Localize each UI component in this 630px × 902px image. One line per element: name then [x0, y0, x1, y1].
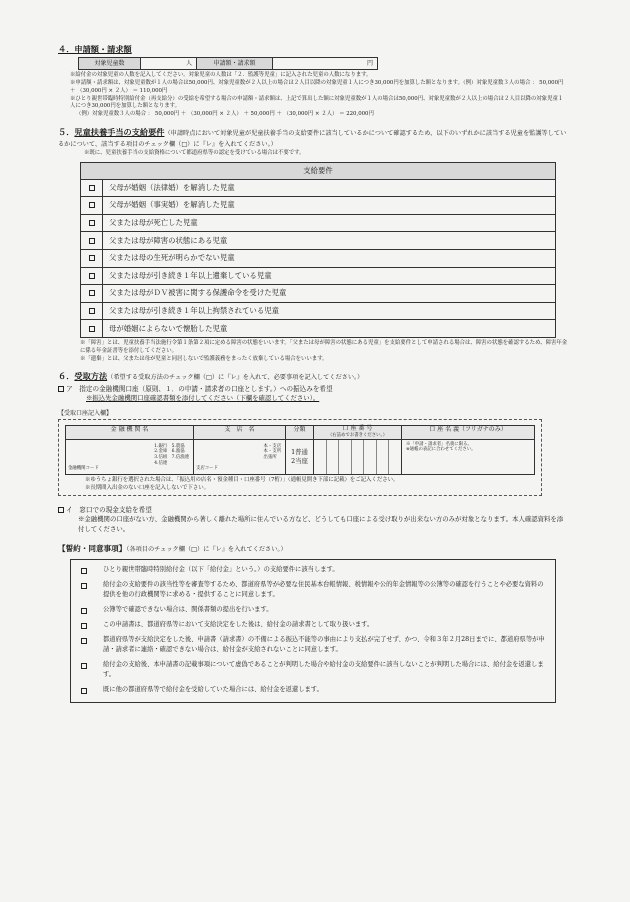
amount-table [78, 57, 378, 70]
option-b-note: ※金融機関の口座がない方、金融機関から著しく離れた場所に住んでいる方など、どうしても口座による受け取りが出来ない方のみが対象となります。本人確認資料を添付してください。 [78, 515, 564, 533]
bank-box-label: 【受取口座記入欄】 [58, 410, 113, 418]
s4-note-4: （例）対象児童数３人の場合 ： 50,000円 ＋ （30,000円 × ２人） ＋ 50,000円 ＋ （30,000円 × ２人） ＝ 220,000円 [76, 111, 374, 118]
requirement-label: 父母が婚姻（事実婚）を解消した児童 [103, 197, 556, 215]
account-kind-field[interactable]: 1普通 2当座 [286, 439, 314, 474]
list-item [71, 578, 555, 603]
section-6-heading: ６．受取方法（希望する受取方法のチェック欄（□）に『レ』を入れて、必要事項を記入してください。） [58, 371, 364, 382]
table-row [81, 302, 556, 320]
oath-text: 都道府県等が支給決定をした後、申請書（請求書）の不備による振込不能等の事由により支払が完了せず、かつ、令和３年２月28日までに、都道府県等が申請・請求者に連絡・確認できない場合は、給付金が支給されないことに同意します。 [103, 636, 545, 654]
checkbox[interactable] [81, 663, 87, 669]
requirement-label: 父または母が死亡した児童 [103, 214, 556, 232]
requirements-header: 支給要件 [81, 162, 556, 179]
checkbox[interactable] [81, 638, 87, 644]
s4-note-2: ※申請額・請求額は、対象児童数が１人の場合は50,000円、対象児童数が２人以上の場合は２人目以降の対象児童１人につき30,000円を加算した額となります。（例）対象児童数３人の場合 ： 50,000円 ＋ （30,000円 × ２人） ＝ 110,000円 [70, 79, 564, 94]
checkbox[interactable] [89, 202, 95, 208]
option-b [58, 506, 568, 515]
oath-text: 給付金の支給要件の該当性等を審査等するため、都道府県等が必要な住民基本台帳情報、税情報や公的年金情報等の公簿等の確認を行うことや必要な資料の提供を他の行政機関等に求める・提供することに同意します。 [103, 580, 544, 598]
checkbox[interactable] [81, 608, 87, 614]
bank-note-1: ※ゆうちょ銀行を選択された場合は、「振込用の店名・預金種目・口座番号（7桁）」（通帳見開き下部に記載）をご記入ください。 [85, 476, 399, 483]
list-item [71, 683, 555, 698]
checkbox[interactable] [89, 273, 95, 279]
checkbox[interactable] [81, 583, 87, 589]
bank-name-field[interactable] [66, 439, 194, 474]
section-4-heading: ４．申請額・請求額 [58, 44, 132, 54]
branch-code-label: 支店コード [196, 465, 218, 471]
option-a-label: ア 指定の金融機関口座（原則、１．の申請・請求者の口座とします。）への振込みを希望 [66, 384, 333, 393]
bank-type-options: 1.銀行 5.農協 2.金庫 6.漁協 3.信組 7.信漁連 4.信連 [154, 443, 189, 466]
checkbox[interactable] [89, 238, 95, 244]
option-a [58, 385, 568, 394]
checkbox[interactable] [89, 220, 95, 226]
bank-account-table [65, 425, 535, 474]
form-page [58, 44, 568, 880]
section-6 [58, 371, 568, 534]
checkbox[interactable] [89, 290, 95, 296]
requirements-table [80, 162, 556, 338]
oath-text: この申請書は、都道府県等において支給決定をした後は、給付金の請求書として取り扱います。 [103, 621, 374, 629]
oath-heading: 【誓約・同意事項】（各項目のチェック欄（□）に『レ』を入れてください。） [58, 544, 287, 554]
table-row [81, 285, 556, 303]
checkbox[interactable] [89, 255, 95, 261]
bank-note-2: ※長期間入出金のない口座を記入しないで下さい。 [85, 484, 209, 491]
requirement-label: 母が婚姻によらないで懐胎した児童 [103, 320, 556, 338]
oath-section [58, 544, 568, 703]
table-row [81, 214, 556, 232]
list-item [71, 633, 555, 658]
account-number-field[interactable] [314, 439, 402, 474]
oath-list [70, 559, 556, 704]
checkbox[interactable] [89, 326, 95, 332]
requirement-label: 父または母がＤＶ被害に関する保護命令を受けた児童 [103, 285, 556, 303]
account-number-header: 口 座 番 号 （右詰めでお書きください。） [314, 426, 402, 439]
option-b-checkbox[interactable] [58, 507, 64, 513]
child-count-label: 対象児童数 [79, 58, 141, 70]
bank-box [58, 419, 542, 496]
list-item [71, 658, 555, 683]
list-item [71, 618, 555, 633]
table-row [81, 179, 556, 197]
requirement-label: 父または母が引き続き１年以上拘禁されている児童 [103, 302, 556, 320]
requirement-label: 父または母の生死が明らかでない児童 [103, 249, 556, 267]
option-a-note: ※振込先金融機関口座確認書類を添付してください（下欄を確認してください）。 [86, 393, 320, 402]
account-holder-field[interactable] [402, 439, 535, 474]
s4-note-1: ※給付金の対象児童の人数を記入してください。対象児童の人数は「２．監護等児童」に記入された児童の人数になります。 [70, 72, 372, 79]
checkbox[interactable] [89, 308, 95, 314]
section-4 [58, 44, 568, 119]
section-5 [58, 127, 568, 363]
s5-note-2: ※「遺棄」とは、父または母が児童と同居しないで監護義務をまったく放棄している場合をいいます。 [80, 355, 328, 362]
list-item [71, 563, 555, 578]
section-5-heading: ５．児童扶養手当の支給要件（申請時点において対象児童が児童扶養手当の支給要件に該当しているかについて確認するため、以下のいずれかに該当する児童を監護等しているかについて、該当する項目のチェック欄（□）に『レ』を入れてください。） [58, 127, 567, 149]
oath-text: 既に他の都道府県等で給付金を受給していた場合には、給付金を返還します。 [103, 686, 323, 694]
checkbox[interactable] [81, 623, 87, 629]
checkbox[interactable] [81, 568, 87, 574]
requirement-label: 父または母が引き続き１年以上遺棄している児童 [103, 267, 556, 285]
oath-text: 給付金の支給後、本申請書の記載事項について虚偽であることが判明した場合や給付金の支給要件に該当しないことが判明した場合には、給付金を返還します。 [103, 661, 544, 679]
requirement-label: 父または母が障害の状態にある児童 [103, 232, 556, 250]
bank-name-header: 金 融 機 関 名 [66, 426, 194, 439]
account-holder-note: ※「申請・請求者」名義に限る。 ※通帳の表記に合わせてください。 [406, 441, 476, 453]
checkbox[interactable] [89, 185, 95, 191]
table-row [81, 232, 556, 250]
table-row [81, 267, 556, 285]
child-count-field[interactable]: 人 [141, 58, 197, 70]
table-row [81, 249, 556, 267]
requirement-label: 父母が婚姻（法律婚）を解消した児童 [103, 179, 556, 197]
branch-name-field[interactable] [194, 439, 286, 474]
s5-note-1: ※「障害」とは、児童扶養手当法施行令第１条第２項に定める障害の状態をいいます。「父または母が障害の状態にある児童」を支給要件として申請される場合は、障害の状態を確認するため、障害年金に係る年金証書等を添付してください。 [80, 339, 568, 354]
oath-text: ひとり親世帯臨時特別給付金（以下「給付金」という。）の支給要件に該当します。 [103, 565, 339, 573]
amount-label: 申請額・請求額 [197, 58, 273, 70]
bank-code-label: 金融機関コード [68, 465, 99, 471]
account-holder-header: 口 座 名 義（フリガナのみ） [402, 426, 535, 439]
oath-text: 公簿等で確認できない場合は、関係書類の提出を行います。 [103, 606, 273, 614]
branch-name-header: 支 店 名 [194, 426, 286, 439]
table-row [81, 197, 556, 215]
s4-note-3: ※ひとり親世帯臨時特別給付金（再支給分）の受給を希望する場合の申請額・請求額は、上記で算出した額に対象児童数が１人の場合は50,000円、対象児童数が２人以上の場合は２人目以降の対象児童１人につき30,000円を加算した額となります。 [70, 95, 564, 110]
option-b-label: イ 窓口での現金支給を希望 [66, 506, 152, 515]
amount-field[interactable]: 円 [273, 58, 378, 70]
s5-note-top: ※既に、児童扶養手当の支給資格について都道府県等の認定を受けている場合は不要です。 [84, 149, 305, 156]
branch-type-options: 本・支店 本・支所 出張所 [263, 443, 281, 461]
list-item [71, 603, 555, 618]
table-row [81, 320, 556, 338]
kind-header: 分類 [286, 426, 314, 439]
option-a-checkbox[interactable] [58, 386, 64, 392]
checkbox[interactable] [81, 688, 87, 694]
